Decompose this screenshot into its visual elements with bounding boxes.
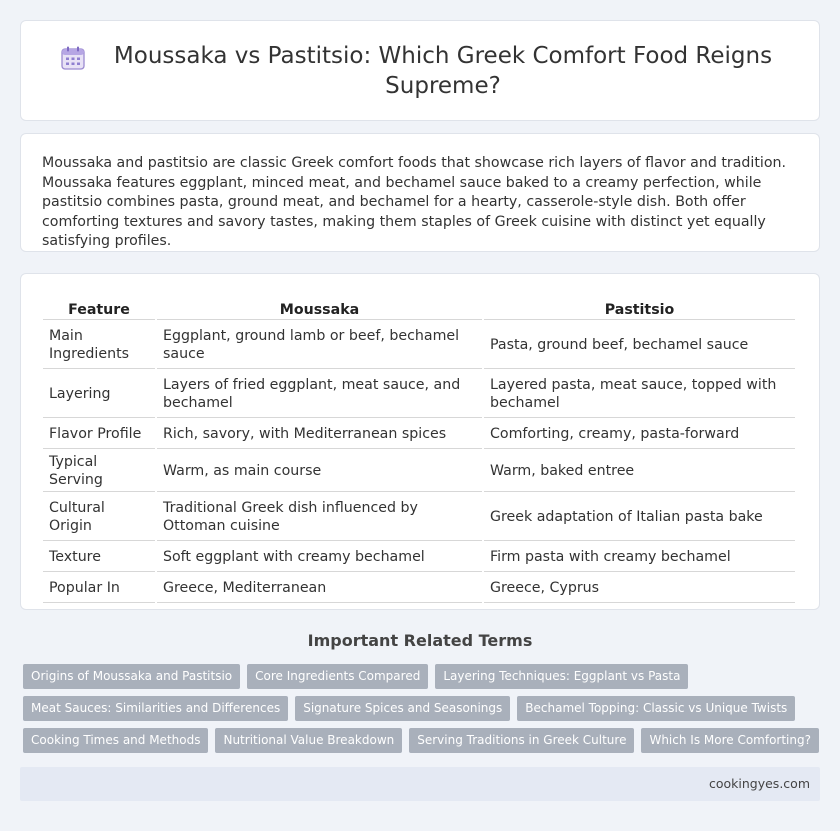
related-tag[interactable]: Meat Sauces: Similarities and Differences xyxy=(23,696,288,721)
header-pastitsio: Pastitsio xyxy=(484,298,795,320)
cell-pastitsio: Greece, Cyprus xyxy=(484,574,795,603)
table-header-row xyxy=(43,298,795,320)
cell-moussaka: Traditional Greek dish influenced by Ottoman cuisine xyxy=(157,494,482,541)
related-tag[interactable]: Bechamel Topping: Classic vs Unique Twists xyxy=(517,696,795,721)
title-wrap xyxy=(60,41,780,101)
tag-row xyxy=(23,728,823,760)
cell-pastitsio: Pasta, ground beef, bechamel sauce xyxy=(484,322,795,369)
cell-moussaka: Eggplant, ground lamb or beef, bechamel sauce xyxy=(157,322,482,369)
cell-feature: Typical Serving xyxy=(43,451,155,492)
intro-text: Moussaka and pastitsio are classic Greek comfort foods that showcase rich layers of flavor and tradition. Moussaka features eggplant, minced meat, and bechamel sauce baked to a creamy perfection, while pastitsio combines pasta, ground meat, and bechamel for a hearty, casserole-style dish. Both offer comforting textures and savory tastes, making them staples of Greek cuisine with distinct yet equally satisfying profiles. xyxy=(42,155,787,249)
cell-feature: Flavor Profile xyxy=(43,420,155,449)
footer xyxy=(20,767,820,801)
cell-feature: Layering xyxy=(43,371,155,418)
cell-moussaka: Soft eggplant with creamy bechamel xyxy=(157,543,482,572)
comparison-table xyxy=(41,296,797,605)
cell-moussaka: Warm, as main course xyxy=(157,451,482,492)
intro-card xyxy=(20,133,820,252)
cell-pastitsio: Layered pasta, meat sauce, topped with bechamel xyxy=(484,371,795,418)
footer-site-link[interactable]: cookingyes.com xyxy=(708,776,810,791)
table-row xyxy=(43,574,795,603)
cell-moussaka: Greece, Mediterranean xyxy=(157,574,482,603)
tag-row xyxy=(23,664,823,696)
cell-feature: Main Ingredients xyxy=(43,322,155,369)
related-tag[interactable]: Core Ingredients Compared xyxy=(247,664,428,689)
cell-pastitsio: Comforting, creamy, pasta-forward xyxy=(484,420,795,449)
table-row xyxy=(43,451,795,492)
tag-row xyxy=(23,696,823,728)
table-row xyxy=(43,420,795,449)
cell-feature: Popular In xyxy=(43,574,155,603)
cell-feature: Texture xyxy=(43,543,155,572)
cell-pastitsio: Firm pasta with creamy bechamel xyxy=(484,543,795,572)
calendar-icon xyxy=(60,45,86,71)
cell-moussaka: Layers of fried eggplant, meat sauce, and bechamel xyxy=(157,371,482,418)
table-row xyxy=(43,371,795,418)
cell-feature: Cultural Origin xyxy=(43,494,155,541)
cell-moussaka: Rich, savory, with Mediterranean spices xyxy=(157,420,482,449)
cell-pastitsio: Greek adaptation of Italian pasta bake xyxy=(484,494,795,541)
header-feature: Feature xyxy=(43,298,155,320)
related-terms-tags xyxy=(23,664,823,760)
related-tag[interactable]: Layering Techniques: Eggplant vs Pasta xyxy=(435,664,688,689)
related-tag[interactable]: Nutritional Value Breakdown xyxy=(215,728,402,753)
title-card xyxy=(20,20,820,121)
table-row xyxy=(43,494,795,541)
related-terms-title: Important Related Terms xyxy=(307,631,533,650)
related-tag[interactable]: Origins of Moussaka and Pastitsio xyxy=(23,664,240,689)
comparison-card xyxy=(20,273,820,610)
header-moussaka: Moussaka xyxy=(157,298,482,320)
related-tag[interactable]: Which Is More Comforting? xyxy=(641,728,819,753)
related-tag[interactable]: Cooking Times and Methods xyxy=(23,728,208,753)
table-row xyxy=(43,322,795,369)
table-row xyxy=(43,543,795,572)
related-tag[interactable]: Serving Traditions in Greek Culture xyxy=(409,728,634,753)
related-tag[interactable]: Signature Spices and Seasonings xyxy=(295,696,510,721)
cell-pastitsio: Warm, baked entree xyxy=(484,451,795,492)
page-title: Moussaka vs Pastitsio: Which Greek Comfort Food Reigns Supreme? xyxy=(113,42,773,99)
